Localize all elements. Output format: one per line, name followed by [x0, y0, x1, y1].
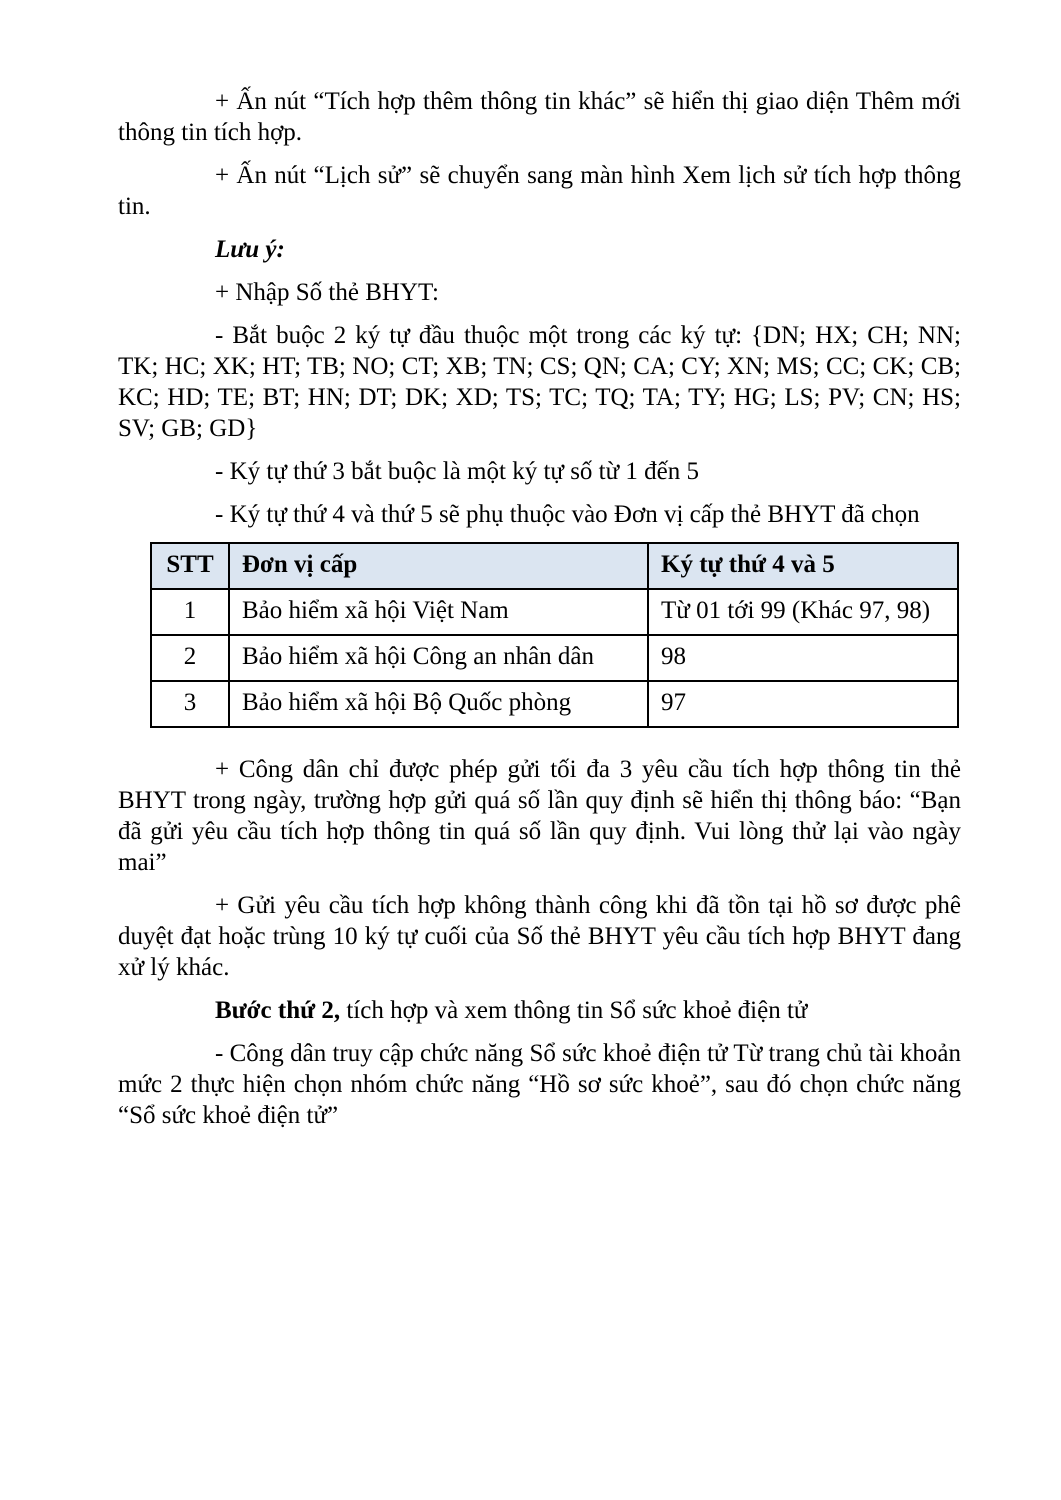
table-header-don-vi-cap: Đơn vị cấp	[229, 543, 648, 589]
note-heading: Lưu ý:	[215, 236, 285, 263]
para-history-button: + Ấn nút “Lịch sử” sẽ chuyển sang màn hình Xem lịch sử tích hợp thông tin.	[118, 162, 961, 220]
para-daily-limit: + Công dân chỉ được phép gửi tối đa 3 yêu cầu tích hợp thông tin thẻ BHYT trong ngày, trường hợp gửi quá số lần quy định sẽ hiển thị thông báo: “Bạn đã gửi yêu cầu tích hợp thông tin quá số lần quy định. Vui lòng thử lại vào ngày mai”	[118, 756, 961, 876]
cell-stt: 2	[151, 635, 229, 681]
cell-ky-tu-4-5: Từ 01 tới 99 (Khác 97, 98)	[648, 589, 958, 635]
para-enter-bhyt-number: + Nhập Số thẻ BHYT:	[215, 279, 439, 306]
cell-ky-tu-4-5: 97	[648, 681, 958, 727]
table-header-stt: STT	[151, 543, 229, 589]
para-access-health-record: - Công dân truy cập chức năng Sổ sức khoẻ điện tử Từ trang chủ tài khoản mức 2 thực hiện chọn nhóm chức năng “Hồ sơ sức khoẻ”, sau đó chọn chức năng “Sổ sức khoẻ điện tử”	[118, 1040, 961, 1129]
cell-stt: 1	[151, 589, 229, 635]
para-char-4-5-rule: - Ký tự thứ 4 và thứ 5 sẽ phụ thuộc vào Đơn vị cấp thẻ BHYT đã chọn	[215, 501, 920, 528]
cell-don-vi-cap: Bảo hiểm xã hội Việt Nam	[229, 589, 648, 635]
cell-don-vi-cap: Bảo hiểm xã hội Bộ Quốc phòng	[229, 681, 648, 727]
table-row	[151, 681, 958, 727]
cell-stt: 3	[151, 681, 229, 727]
para-third-char-rule: - Ký tự thứ 3 bắt buộc là một ký tự số từ 1 đến 5	[215, 458, 700, 485]
cell-ky-tu-4-5: 98	[648, 635, 958, 681]
para-add-info-button: + Ấn nút “Tích hợp thêm thông tin khác” sẽ hiển thị giao diện Thêm mới thông tin tích hợp.	[118, 88, 961, 146]
para-duplicate-rule: + Gửi yêu cầu tích hợp không thành công khi đã tồn tại hồ sơ được phê duyệt đạt hoặc trùng 10 ký tự cuối của Số thẻ BHYT yêu cầu tích hợp BHYT đang xử lý khác.	[118, 892, 961, 981]
table-header-ky-tu-4-5: Ký tự thứ 4 và 5	[648, 543, 958, 589]
cell-don-vi-cap: Bảo hiểm xã hội Công an nhân dân	[229, 635, 648, 681]
table-row	[151, 589, 958, 635]
step-2-label: Bước thứ 2,	[215, 997, 341, 1024]
table-row	[151, 635, 958, 681]
para-prefix-rule: - Bắt buộc 2 ký tự đầu thuộc một trong các ký tự: {DN; HX; CH; NN; TK; HC; XK; HT; TB; NO; CT; XB; TN; CS; QN; CA; CY; XN; MS; CC; CK; CB; KC; HD; TE; BT; HN; DT; DK; XD; TS; TC; TQ; TA; TY; HG; LS; PV; CN; HS; SV; GB; GD}	[118, 322, 961, 442]
step-2-heading	[118, 995, 961, 1026]
bhyt-issuer-table	[150, 542, 959, 728]
table-header-row	[151, 543, 958, 589]
step-2-text: tích hợp và xem thông tin Sổ sức khoẻ điện tử	[340, 997, 808, 1024]
